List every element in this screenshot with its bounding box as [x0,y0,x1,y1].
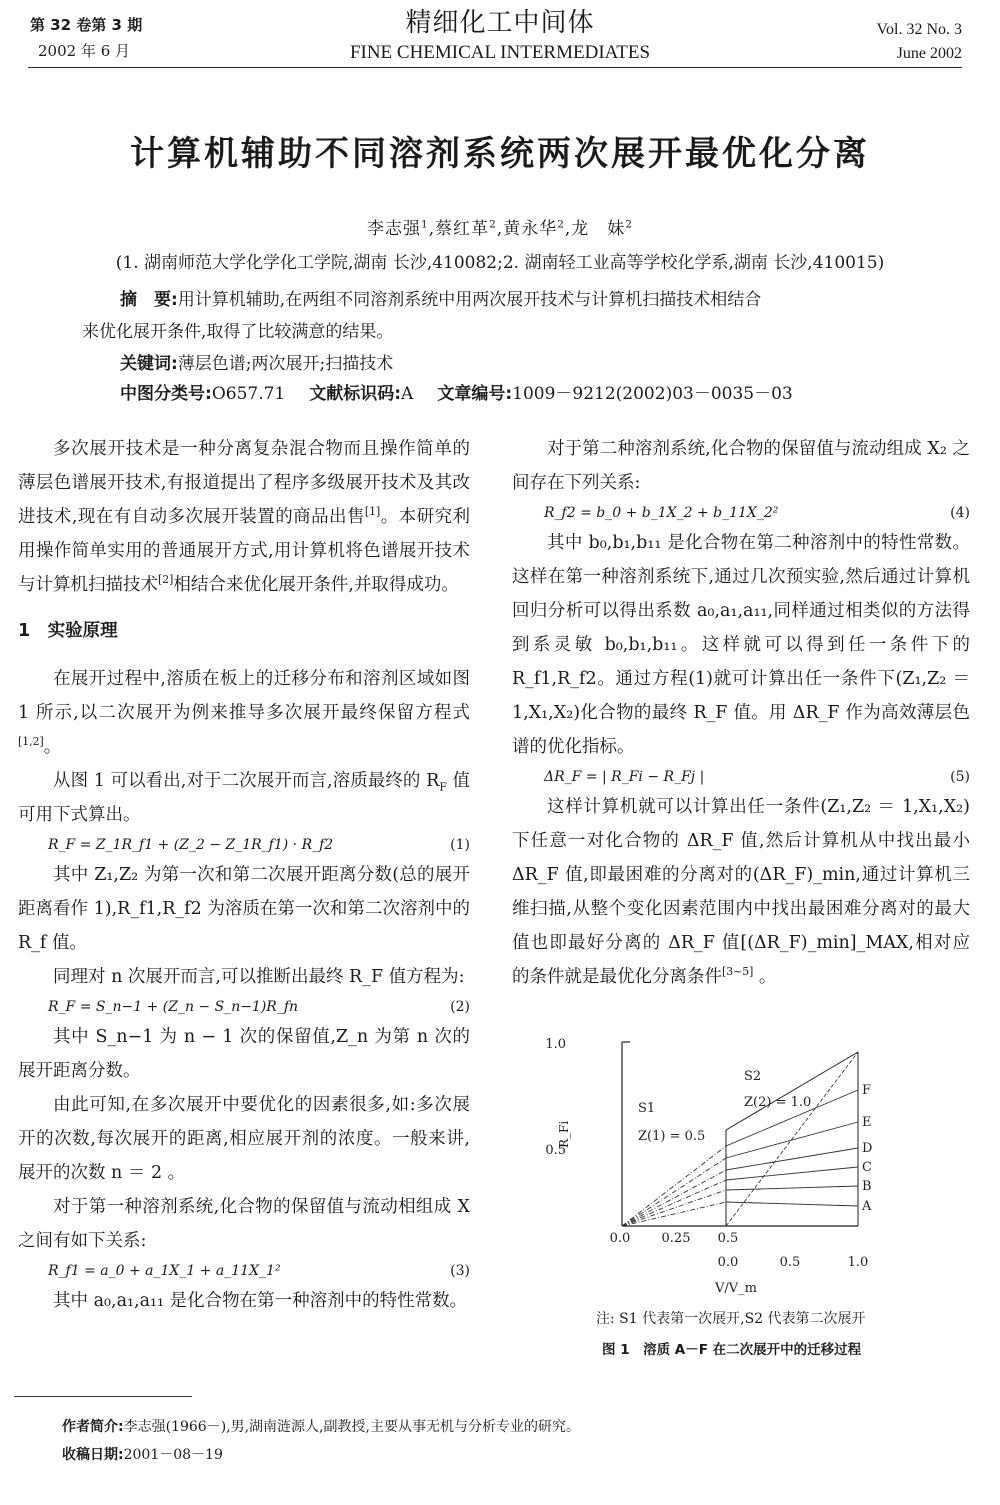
x1-tick: 0.5 [717,1231,739,1246]
series-B-second-development [726,1186,858,1190]
series-label-F: F [862,1083,872,1098]
y-axis-label: R_Fi [557,1120,571,1148]
x-axis-label: V/V_m [715,1281,757,1296]
series-label-D: D [862,1141,873,1156]
abstract [120,284,920,316]
paragraph: 同理对 n 次展开而言,可以推断出最终 R_F 值方程为: [53,967,465,987]
s1-z-label: Z(1) = 0.5 [638,1129,706,1144]
series-label-A: A [862,1199,872,1214]
s1-label: S1 [638,1101,656,1116]
issue-date: 2002 年 6 月 [38,42,131,60]
paragraph: 从图 1 可以看出,对于二次展开而言,溶质最终的 $R_F$ 值可用下式算出。 [18,771,470,825]
series-A-first-development [622,1202,726,1226]
right-column [512,432,970,994]
series-E-first-development [622,1158,726,1226]
paragraph: 其中 S_n−1 为 n − 1 次的保留值,Z_n 为第 n 次的展开距离分数。 [18,1027,470,1081]
y-tick-top: 1.0 [545,1037,566,1052]
journal-issue [30,12,142,64]
figure-note: 注: S1 代表第一次展开,S2 代表第二次展开 [596,1311,866,1327]
paragraph: 其中 Z₁,Z₂ 为第一次和第二次展开距离分数(总的展开距离看作 1),R_f1,R_f2 为溶质在第一次和第二次溶剂中的 R_f 值。 [18,865,470,953]
footnote-rule [14,1396,192,1397]
x2-tick: 0.0 [717,1255,739,1270]
author-list: 李志强$^1$,蔡红革$^2$,黄永华$^2$,龙 妹$^2$ [366,218,634,239]
volume-issue-en: Vol. 32 No. 3 [876,21,962,38]
issue-date-en: June 2002 [896,45,962,62]
x2-tick: 0.5 [779,1255,801,1270]
series-E-second-development [726,1122,858,1158]
journal-name-cn: 精细化工中间体 [405,8,595,38]
affiliations: (1. 湖南师范大学化学化工学院,湖南 长沙,410082;2. 湖南轻工业高等学校化学系,湖南 长沙,410015) [115,253,885,273]
paragraph: 由此可知,在多次展开中要优化的因素很多,如:多次展开的次数,每次展开的距离,相应展开剂的浓度。一般来讲,展开的次数 n ＝ 2 。 [18,1095,470,1183]
series-label-B: B [862,1179,872,1194]
x1-tick: 0.25 [661,1231,691,1246]
doc-code: A [401,384,414,404]
series-C-second-development [726,1167,858,1180]
keywords-label: 关键词: [120,354,178,374]
series-D-second-development [726,1148,858,1170]
equation-3: R_f1 = a_0 + a_1X_1 + a_11X_1² (3) [48,1263,470,1279]
series-C-first-development [622,1180,726,1226]
keywords [120,348,920,380]
figure-1-migration-diagram [540,1030,960,1300]
paragraph: 对于第二种溶剂系统,化合物的保留值与流动组成 X₂ 之间存在下列关系: [512,439,970,493]
abstract-cont: 来优化展开条件,取得了比较满意的结果。 [82,322,394,342]
left-column [18,432,470,1318]
y-tick-mid: 0.5 [545,1143,566,1158]
series-B-first-development [622,1190,726,1226]
s2-z-label: Z(2) = 1.0 [744,1095,812,1110]
classification: 中图分类号:O657.71 文献标识码:A 文章编号:1009－9212(2002)03－0035－03 [120,384,793,404]
paragraph: 其中 a₀,a₁,a₁₁ 是化合物在第一种溶剂中的特性常数。 [53,1291,468,1311]
series-label-C: C [862,1160,872,1175]
series-A-second-development [726,1202,858,1206]
author-bio: 作者简介:李志强(1966－),男,湖南涟源人,副教授,主要从事无机与分析专业的研究。 [62,1419,580,1435]
equation-4: R_f2 = b_0 + b_1X_2 + b_11X_2² (4) [544,505,970,521]
journal-name [320,6,680,66]
paper-title: 计算机辅助不同溶剂系统两次展开最优化分离 [130,134,870,174]
figure-caption: 图 1 溶质 A－F 在二次展开中的迁移过程 [602,1342,862,1358]
series-D-first-development [622,1170,726,1226]
s2-label: S2 [744,1069,762,1084]
abstract-label: 摘 要: [120,290,178,310]
paragraph: 多次展开技术是一种分离复杂混合物而且操作简单的薄层色谱展开技术,有报道提出了程序多级展开技术及其改进技术,现在有自动多次展开装置的商品出售[1]。本研究利用操作简单实用的普通展开方式,用计算机将色谱展开技术与计算机扫描技术[2]相结合来优化展开条件,并取得成功。 [18,439,471,595]
journal-name-en: FINE CHEMICAL INTERMEDIATES [349,42,651,63]
volume-issue: 第 32 卷第 3 期 [30,16,143,34]
clc-number: O657.71 [211,384,286,404]
abstract-text-1: 用计算机辅助,在两组不同溶剂系统中用两次展开技术与计算机扫描技术相结合 [177,290,762,310]
equation-2: R_F = S_n−1 + (Z_n − S_n−1)R_fn (2) [48,999,470,1015]
paragraph: 在展开过程中,溶质在板上的迁移分布和溶剂区域如图 1 所示,以二次展开为例来推导多次展开最终保留方程式[1,2]。 [18,669,470,757]
keywords-text: 薄层色谱;两次展开;扫描技术 [177,354,394,374]
journal-issue-en [877,18,963,66]
received-date: 收稿日期:2001－08－19 [62,1447,223,1463]
article-number: 1009－9212(2002)03－0035－03 [512,384,793,404]
x1-tick: 0.0 [609,1231,631,1246]
x2-tick: 1.0 [847,1255,869,1270]
paragraph: 这样计算机就可以计算出任一条件(Z₁,Z₂ ＝ 1,X₁,X₂)下任意一对化合物的 ΔR_F 值,然后计算机从中找出最小 ΔR_F 值,即最困难的分离对的(ΔR_F)_min,通过计算机三维扫描,从整个变化因素范围内中找出最困难分离对的最大值也即最好分离的 ΔR_F 值[(ΔR_F)_min]_MAX,相对应的条件就是最优化分离条件[3~5] 。 [512,797,970,987]
series-label-E: E [862,1115,872,1130]
equation-1: R_F = Z_1R_f1 + (Z_2 − Z_1R_f1) · R_f2 (1) [48,837,470,853]
paragraph: 其中 b₀,b₁,b₁₁ 是化合物在第二种溶剂中的特性常数。这样在第一种溶剂系统下,通过几次预实验,然后通过计算机回归分析可以得出系数 a₀,a₁,a₁₁,同样通过相类似的方法得到系灵敏 b₀,b₁,b₁₁。这样就可以得到任一条件下的 R_f1,R_f2。通过方程(1)就可计算出任一条件下(Z₁,Z₂ ＝ 1,X₁,X₂)化合物的最终 R_F 值。用 ΔR_F 作为高效薄层色谱的优化指标。 [512,533,970,757]
equation-5: ΔR_F = | R_Fi − R_Fj | (5) [544,769,970,785]
header-rule [28,67,962,68]
paragraph: 对于第一种溶剂系统,化合物的保留值与流动相组成 X 之间有如下关系: [18,1197,470,1251]
section-heading: 1 实验原理 [18,621,118,641]
